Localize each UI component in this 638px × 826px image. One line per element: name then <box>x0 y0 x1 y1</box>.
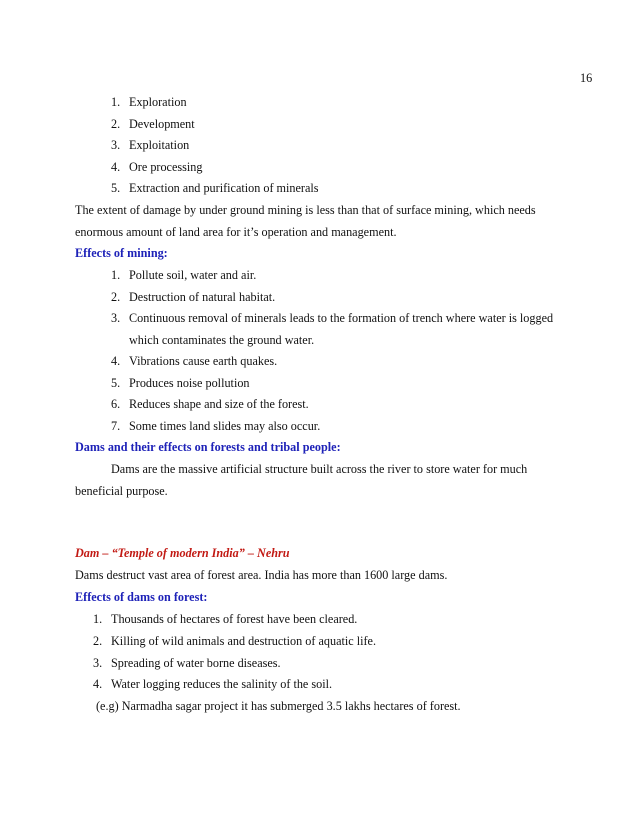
list-item <box>111 354 277 369</box>
list-item <box>111 290 275 305</box>
page-number: 16 <box>580 71 593 85</box>
list-text: Continuous removal of minerals leads to the formation of trench where water is logged <box>129 311 554 325</box>
list-item <box>111 397 309 412</box>
list-item-continuation: which contaminates the ground water. <box>129 333 315 347</box>
list-item <box>111 311 553 326</box>
list-text: Development <box>129 117 195 131</box>
list-number: 3. <box>111 138 121 152</box>
list-number: 4. <box>111 354 121 368</box>
list-item <box>111 95 187 110</box>
list-item <box>111 160 202 175</box>
list-text: Spreading of water borne diseases. <box>111 656 281 670</box>
list-number: 6. <box>111 397 121 411</box>
list-number: 2. <box>93 634 103 648</box>
section-heading: Effects of mining: <box>75 246 168 260</box>
list-number: 4. <box>93 677 103 691</box>
quote-heading: Dam – “Temple of modern India” – Nehru <box>75 546 290 560</box>
list-item <box>111 419 320 434</box>
example-line: (e.g) Narmadha sagar project it has submerged 3.5 lakhs hectares of forest. <box>96 699 461 713</box>
list-text: Produces noise pollution <box>129 376 250 390</box>
list-number: 5. <box>111 181 121 195</box>
list-number: 2. <box>111 290 121 304</box>
list-item <box>111 181 319 196</box>
list-number: 7. <box>111 419 121 433</box>
section-heading: Effects of dams on forest: <box>75 590 208 604</box>
paragraph-line: The extent of damage by under ground mining is less than that of surface mining, which needs <box>75 203 536 217</box>
list-text: Ore processing <box>129 160 203 174</box>
list-text: Exploration <box>129 95 187 109</box>
list-item <box>111 117 195 132</box>
list-text: Vibrations cause earth quakes. <box>129 354 278 368</box>
list-item <box>111 268 256 283</box>
list-text: Some times land slides may also occur. <box>129 419 321 433</box>
list-number: 3. <box>93 656 103 670</box>
list-item <box>93 656 281 671</box>
paragraph-line: Dams destruct vast area of forest area. India has more than 1600 large dams. <box>75 568 448 582</box>
list-item <box>111 376 250 391</box>
list-number: 2. <box>111 117 121 131</box>
list-text: Extraction and purification of minerals <box>129 181 319 195</box>
list-number: 4. <box>111 160 121 174</box>
list-text: Destruction of natural habitat. <box>129 290 276 304</box>
list-number: 1. <box>111 95 121 109</box>
list-number: 1. <box>93 612 103 626</box>
list-item <box>93 612 357 627</box>
list-number: 3. <box>111 311 121 325</box>
section-heading: Dams and their effects on forests and tribal people: <box>75 440 341 454</box>
list-item <box>93 677 332 692</box>
list-text: Killing of wild animals and destruction of aquatic life. <box>111 634 377 648</box>
list-text: Reduces shape and size of the forest. <box>129 397 309 411</box>
list-number: 1. <box>111 268 121 282</box>
paragraph-line: beneficial purpose. <box>75 484 168 498</box>
paragraph-line: enormous amount of land area for it’s operation and management. <box>75 225 397 239</box>
paragraph-line: Dams are the massive artificial structure built across the river to store water for much <box>111 462 528 476</box>
list-item <box>111 138 189 153</box>
list-item <box>93 634 376 649</box>
list-text: Water logging reduces the salinity of the soil. <box>111 677 333 691</box>
list-text: Pollute soil, water and air. <box>129 268 257 282</box>
list-text: Thousands of hectares of forest have been cleared. <box>111 612 358 626</box>
list-number: 5. <box>111 376 121 390</box>
list-text: Exploitation <box>129 138 190 152</box>
